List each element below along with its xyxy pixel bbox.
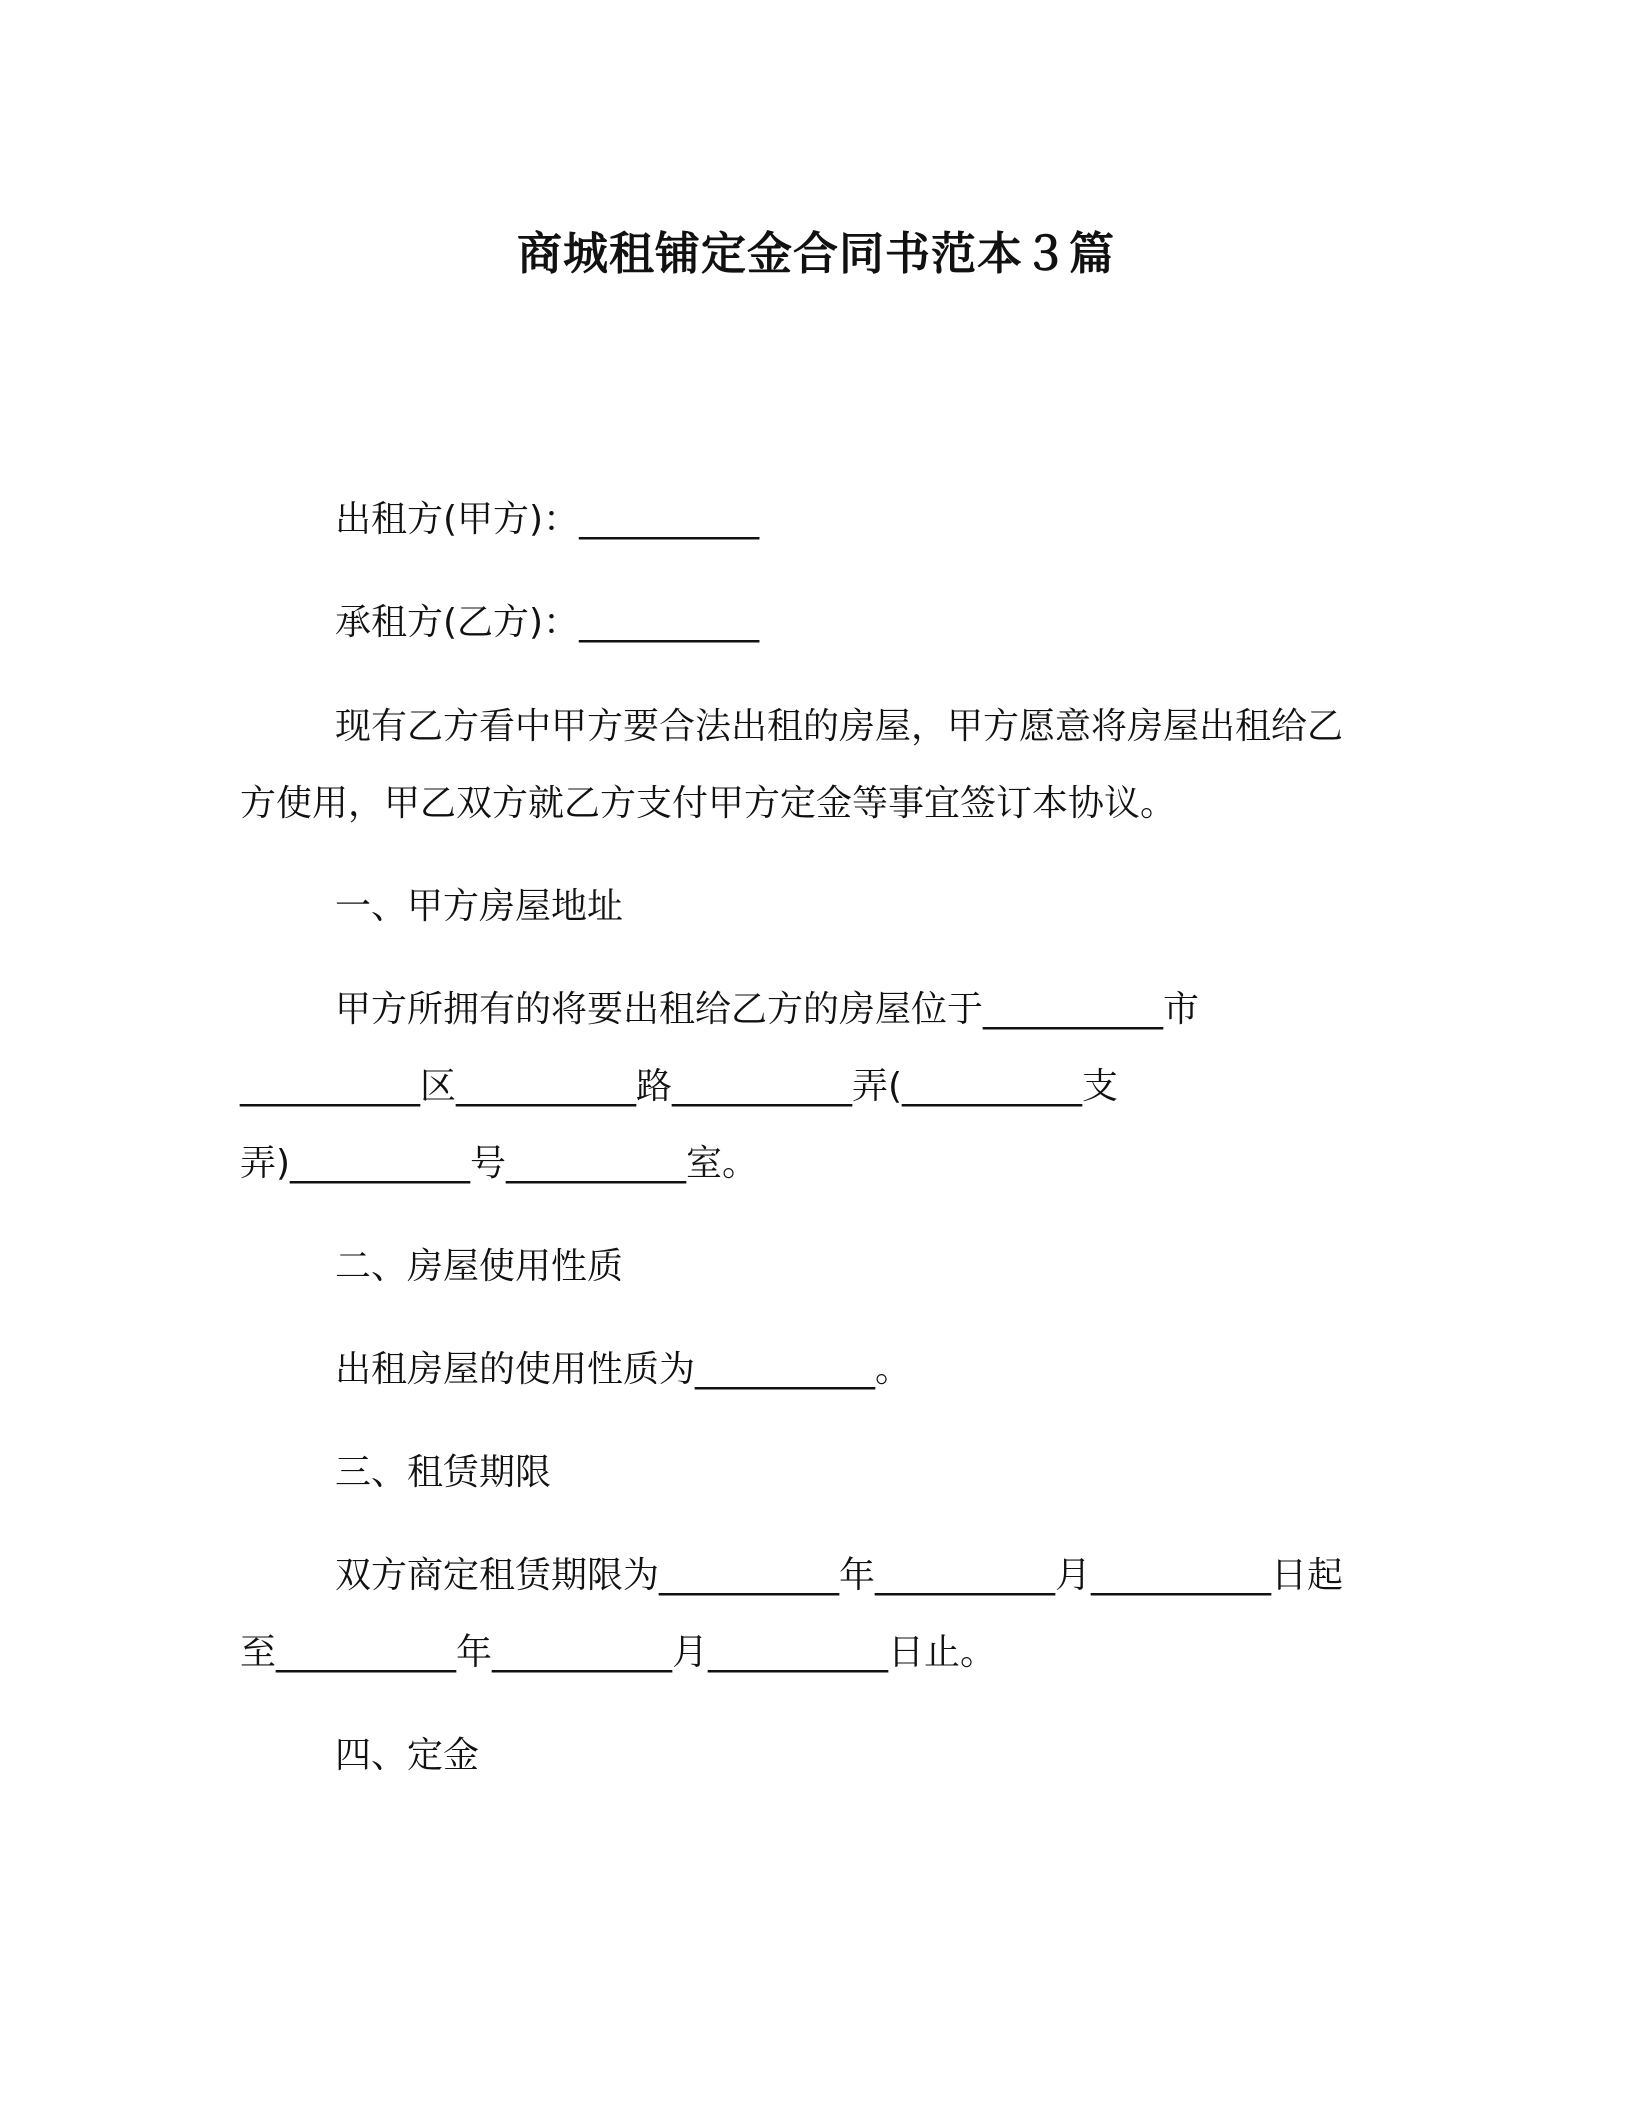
intro-paragraph-line-1: 现有乙方看中甲方要合法出租的房屋，甲方愿意将房屋出租给乙 <box>335 706 1344 747</box>
section-2-heading: 二、房屋使用性质 <box>335 1246 624 1287</box>
address-line-2: __________区__________路__________弄(__________支 <box>240 1066 1119 1107</box>
document-title: 商城租铺定金合同书范本３篇 <box>516 227 1115 280</box>
section-3-heading: 三、租赁期限 <box>335 1452 552 1493</box>
section-4-heading: 四、定金 <box>335 1735 480 1776</box>
address-line-3: 弄)__________号__________室。 <box>240 1143 759 1184</box>
term-line-1: 双方商定租赁期限为__________年__________月__________日起 <box>335 1555 1344 1596</box>
term-line-2: 至__________年__________月__________日止。 <box>240 1632 997 1673</box>
address-line-1: 甲方所拥有的将要出租给乙方的房屋位于__________市 <box>335 989 1200 1030</box>
usage-line: 出租房屋的使用性质为__________。 <box>335 1349 912 1390</box>
lessor-line: 出租方(甲方)：__________ <box>335 499 760 540</box>
section-1-heading: 一、甲方房屋地址 <box>335 886 624 927</box>
lessee-line: 承租方(乙方)：__________ <box>335 602 760 643</box>
intro-paragraph-line-2: 方使用，甲乙双方就乙方支付甲方定金等事宜签订本协议。 <box>240 783 1177 824</box>
